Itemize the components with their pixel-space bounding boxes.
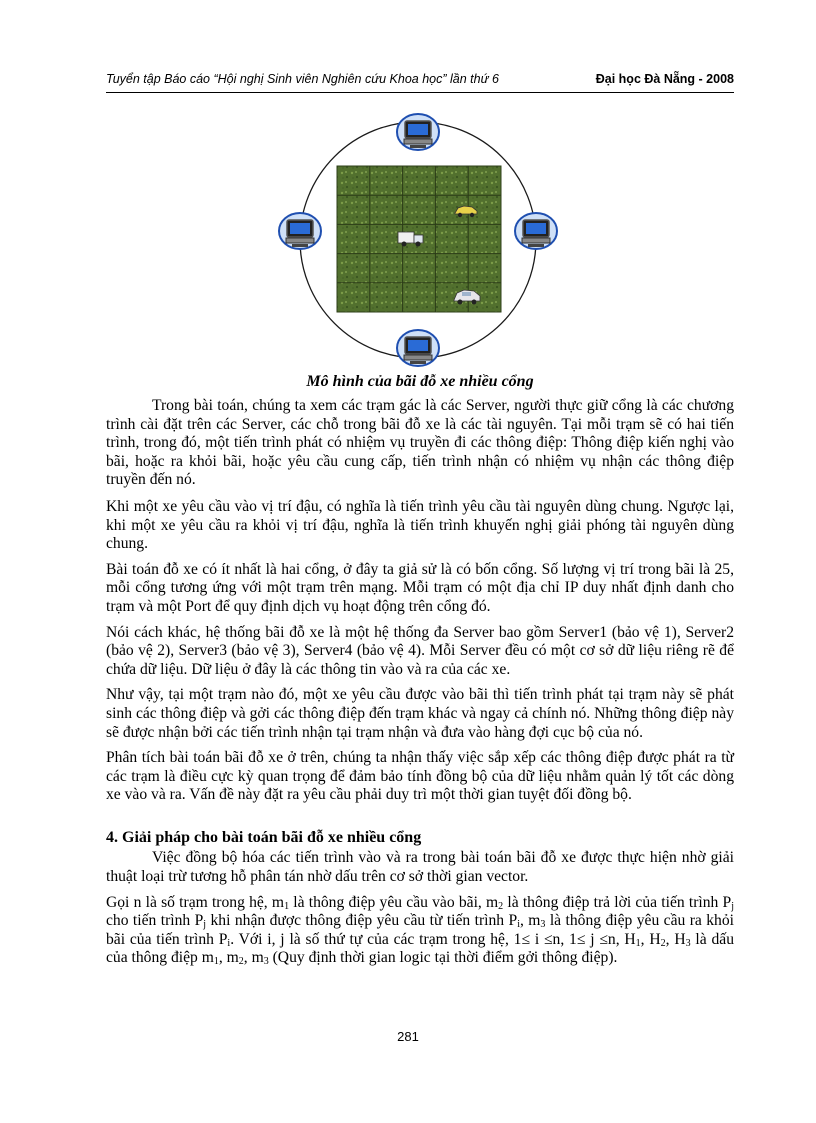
header-conference-title: Tuyển tập Báo cáo “Hội nghị Sinh viên Nghiên cứu Khoa học” lần thứ 6	[106, 72, 499, 86]
section-heading: 4. Giải pháp cho bài toán bãi đỗ xe nhiều cổng	[106, 828, 422, 846]
section-paragraph-2: Gọi n là số trạm trong hệ, $m_1$ là thông điệp yêu cầu vào bãi, $m_2$ là thông điệp trả lời của tiến trình $P_j$ cho tiến trình $P_j$ khi nhận được thông điệp yêu cầu từ tiến trình $P_i$, $m_3$ là thông điệp yêu cầu ra khỏi bãi của tiến trình $P_i$. Với i, j là số thứ tự của các trạm trong hệ, 1≤ i ≤n, 1≤ j ≤n, $H_1$, $H_2$, $H_3$ là dấu của thông điệp $m_1$, $m_2$, $m_3$ (Quy định thời gian logic tại thời điểm gởi thông điệp).	[106, 893, 734, 968]
paragraph-1: Trong bài toán, chúng ta xem các trạm gác là các Server, người thực giữ cổng là các chương trình cài đặt trên các Server, các chỗ trong bãi đỗ xe là các tài nguyên. Tại mỗi trạm sẽ có hai tiến trình, trong đó, một tiến trình phát có nhiệm vụ truyền đi các thông điệp: Thông điệp kiến nghị vào bãi, hoặc ra khỏi bãi, hoặc yêu cầu cung cấp, tiến trình nhận có nhiệm vụ nhận các thông điệp truyền đến nó.	[106, 397, 734, 489]
figure-caption: Mô hình của bãi đỗ xe nhiều cổng	[306, 373, 534, 390]
paragraph-3: Bài toán đỗ xe có ít nhất là hai cổng, ở đây ta giả sử là có bốn cổng. Số lượng vị trí trong bãi là 25, mỗi cổng tương ứng với một trạm trên mạng. Mỗi trạm có một địa chỉ IP duy nhất định danh cho trạm và một Port để quy định dịch vụ hoạt động trên cổng đó.	[106, 560, 734, 615]
header-university: Đại học Đà Nẵng - 2008	[595, 72, 734, 86]
station-top-icon	[397, 114, 439, 150]
parking-lot-figure	[270, 110, 570, 380]
running-header	[106, 68, 734, 93]
station-bottom-icon	[397, 330, 439, 366]
paragraph-2: Khi một xe yêu cầu vào vị trí đậu, có nghĩa là tiến trình yêu cầu tài nguyên dùng chung. Ngược lại, khi một xe yêu cầu ra khỏi vị trí đậu, nghĩa là tiến trình khuyến nghị giải phóng tài nguyên dùng chung.	[106, 497, 734, 553]
paragraph-6: Phân tích bài toán bãi đỗ xe ở trên, chúng ta nhận thấy việc sắp xếp các thông điệp được phát ra từ các trạm là điều cực kỳ quan trọng để đảm bảo tính đồng bộ của dữ liệu nhằm quản lý tốt các dòng xe vào và ra. Vấn đề này đặt ra yêu cầu phải duy trì một thời gian tuyệt đối đồng bộ.	[106, 749, 734, 804]
body-text	[106, 397, 734, 975]
paragraph-5: Như vậy, tại một trạm nào đó, một xe yêu cầu được vào bãi thì tiến trình phát tại trạm này sẽ phát sinh các thông điệp và gởi các thông điệp đến trạm khác và ngay cả chính nó. Những thông điệp này sẽ được nhận bởi các tiến trình nhận tại trạm nhận và đưa vào hàng đợi cục bộ của nó.	[106, 686, 734, 741]
station-left-icon	[279, 213, 321, 249]
station-right-icon	[515, 213, 557, 249]
paragraph-4: Nói cách khác, hệ thống bãi đỗ xe là một hệ thống đa Server bao gồm Server1 (bảo vệ 1), Server2 (bảo vệ 2), Server3 (bảo vệ 3), Server4 (bảo vệ 4). Mỗi Server đều có một cơ sở dữ liệu riêng rẽ để chứa dữ liệu. Dữ liệu ở đây là các thông tin vào và ra của các xe.	[106, 623, 734, 678]
page-number: 281	[397, 1029, 419, 1044]
section-paragraph-1: Việc đồng bộ hóa các tiến trình vào và ra trong bài toán bãi đỗ xe được thực hiện nhờ giải thuật loại trừ tương hỗ phân tán nhờ dấu trên cơ sở thời gian vector.	[106, 849, 734, 886]
